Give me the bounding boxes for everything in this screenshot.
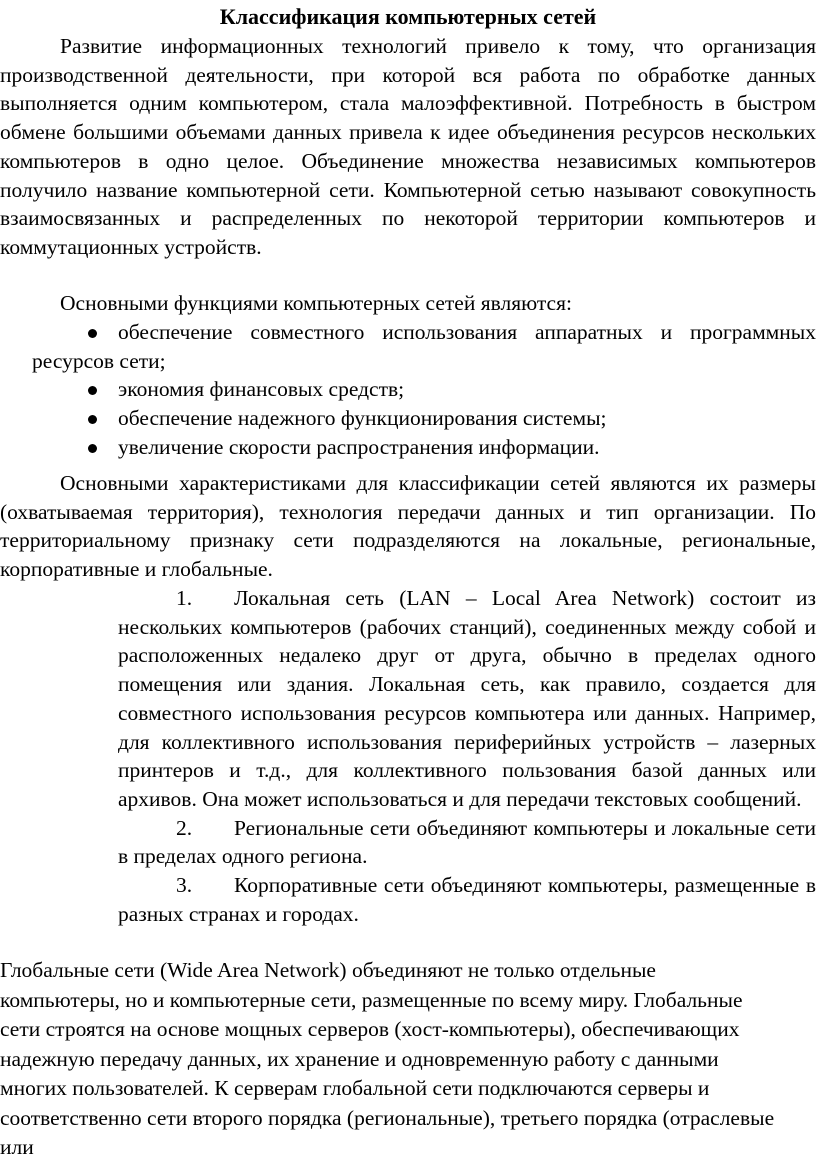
list-item-text: Региональные сети объединяют компьютеры и локальные сети в пределах одного региона. xyxy=(118,815,816,869)
functions-lead-paragraph: Основными функциями компьютерных сетей являются: xyxy=(60,291,572,315)
bullet-icon xyxy=(88,415,97,424)
list-item xyxy=(32,404,816,433)
global-networks-paragraph: Глобальные сети (Wide Area Network) объединяют не только отдельные компьютеры, но и компьютерные сети, размещенные по всему миру. Глобальные сети строятся на основе мощных серверов (хост-компьютеры), обеспечивающих надежную передачу данных, их хранение и одновременную работу с данными многих пользователей. К серверам глобальной сети подключаются серверы и соответственно сети второго порядка (региональные), третьего порядка (отраслевые или xyxy=(0,958,775,1159)
list-item-text: обеспечение совместного использования аппаратных и программных ресурсов сети; xyxy=(32,320,816,373)
intro-paragraph: Развитие информационных технологий привело к тому, что организация производственной деятельности, при которой вся работа по обработке данных выполняется одним компьютером, стала малоэффективной. Потребность в быстром обмене большими объемами данных привела к идее объединения ресурсов нескольких компьютеров в одно целое. Объединение множества независимых компьютеров получило название компьютерной сети. Компьютерной сетью называют совокупность взаимосвязанных и распределенных по некоторой территории компьютеров и коммутационных устройств. xyxy=(0,34,816,259)
list-item-text: Корпоративные сети объединяют компьютеры, размещенные в разных странах и городах. xyxy=(118,873,816,926)
bullet-icon xyxy=(88,444,97,453)
bullet-icon xyxy=(88,329,97,338)
list-item-number: 1. xyxy=(176,586,193,610)
list-item-text: экономия финансовых средств; xyxy=(118,377,405,402)
document-title: Классификация компьютерных сетей xyxy=(219,4,597,29)
list-item xyxy=(118,871,816,928)
list-item xyxy=(32,433,816,462)
classification-paragraph: Основными характеристиками для классификации сетей являются их размеры (охватываемая территория), технология передачи данных и тип организации. По территориальному признаку сети подразделяются на локальные, региональные, корпоративные и глобальные. xyxy=(0,471,816,582)
list-item xyxy=(118,584,816,814)
functions-list xyxy=(32,318,816,462)
list-item-text: обеспечение надежного функционирования системы; xyxy=(118,406,607,431)
list-item xyxy=(32,375,816,404)
network-types-list xyxy=(118,584,816,928)
list-item xyxy=(32,318,816,375)
list-item-text: увеличение скорости распространения информации. xyxy=(118,434,600,459)
bullet-icon xyxy=(88,386,97,395)
list-item-number: 2. xyxy=(176,815,193,840)
list-item-number: 3. xyxy=(176,873,193,898)
list-item-text: Локальная сеть (LAN – Local Area Network) состоит из нескольких компьютеров (рабочих станций), соединенных между собой и расположенных недалеко друг от друга, обычно в пределах одного помещения или здания. Локальная сеть, как правило, создается для совместного использования ресурсов компьютера или данных. Например, для коллективного использования периферийных устройств – лазерных принтеров и т.д., для коллективного пользования базой данных или архивов. Она может использоваться и для передачи текстовых сообщений. xyxy=(118,586,816,811)
list-item xyxy=(118,814,816,871)
